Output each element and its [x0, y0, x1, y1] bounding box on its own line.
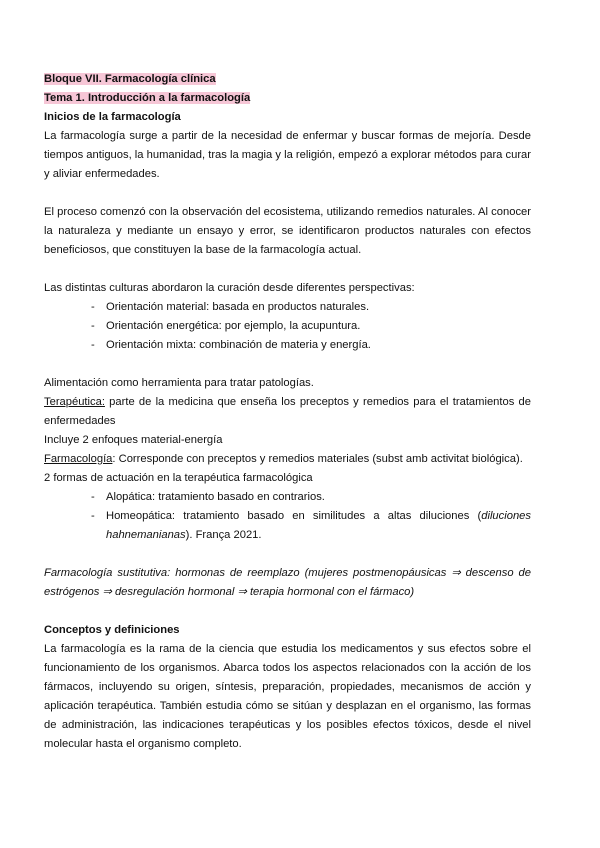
- paragraph-origin: La farmacología surge a partir de la necesidad de enfermar y buscar formas de mejoría. Desde tiempos antiguos, la humanidad, tras la magia y la religión, empezó a explorar métodos para curar y aliviar enfermedades.: [44, 130, 531, 180]
- list-item: [44, 507, 531, 545]
- actuacion-list: [44, 488, 531, 545]
- note-formas: 2 formas de actuación en la terapéutica farmacológica: [44, 472, 313, 484]
- term-terapeutica: Terapéutica:: [44, 396, 105, 408]
- paragraph-conceptos: La farmacología es la rama de la ciencia que estudia los medicamentos y sus efectos sobre el funcionamiento de los organismos. Abarca todos los aspectos relacionados con la acción de los fármacos, incluyendo su origen, síntesis, preparación, propiedades, mecanismos de acción y aplicación terapéutica. También estudia cómo se sitúan y desplazan en el organismo, las formas de administración, las indicaciones terapéuticas y los posibles efectos tóxicos, desde el nivel molecular hasta el organismo completo.: [44, 643, 531, 750]
- list-item: - Orientación material: basada en productos naturales.: [44, 298, 531, 317]
- paragraph-cultures: Las distintas culturas abordaron la curación desde diferentes perspectivas:: [44, 282, 415, 294]
- section-title-conceptos: Conceptos y definiciones: [44, 624, 180, 636]
- list-item: - Orientación mixta: combinación de materia y energía.: [44, 336, 531, 355]
- list-item: - Orientación energética: por ejemplo, la acupuntura.: [44, 317, 531, 336]
- homeopatica-text: Homeopática: tratamiento basado en similitudes a altas diluciones (: [106, 510, 482, 522]
- note-sustitutiva: Farmacología sustitutiva: hormonas de reemplazo (mujeres postmenopáusicas ⇒ descenso de estrógenos ⇒ desregulación hormonal ⇒ terapia hormonal con el fármaco): [44, 567, 531, 598]
- paragraph-process: El proceso comenzó con la observación del ecosistema, utilizando remedios naturales. Al conocer la naturaleza y mediante un ensayo y error, se identificaron productos naturales con efectos beneficiosos, que constituyen la base de la farmacología actual.: [44, 206, 531, 256]
- block-title: Bloque VII. Farmacología clínica: [44, 73, 216, 85]
- list-item: - Alopática: tratamiento basado en contrarios.: [44, 488, 531, 507]
- document-page: [44, 70, 531, 754]
- definition-farmacologia: [44, 450, 531, 469]
- homeopatica-italic: diluciones hahnemanianas: [106, 510, 531, 541]
- definition-text: parte de la medicina que enseña los preceptos y remedios para el tratamientos de enfermedades: [44, 396, 531, 427]
- definition-terapeutica: [44, 393, 531, 431]
- orientation-list: [44, 298, 531, 355]
- homeopatica-end: ). França 2021.: [185, 529, 262, 541]
- section-title-inicios: Inicios de la farmacología: [44, 111, 181, 123]
- term-farmacologia: Farmacología: [44, 453, 113, 465]
- definition-text: : Corresponde con preceptos y remedios materiales (subst amb activitat biológica).: [112, 453, 523, 465]
- topic-title: Tema 1. Introducción a la farmacología: [44, 92, 251, 104]
- note-incluye: Incluye 2 enfoques material-energía: [44, 434, 223, 446]
- note-alimentacion: Alimentación como herramienta para tratar patologías.: [44, 377, 314, 389]
